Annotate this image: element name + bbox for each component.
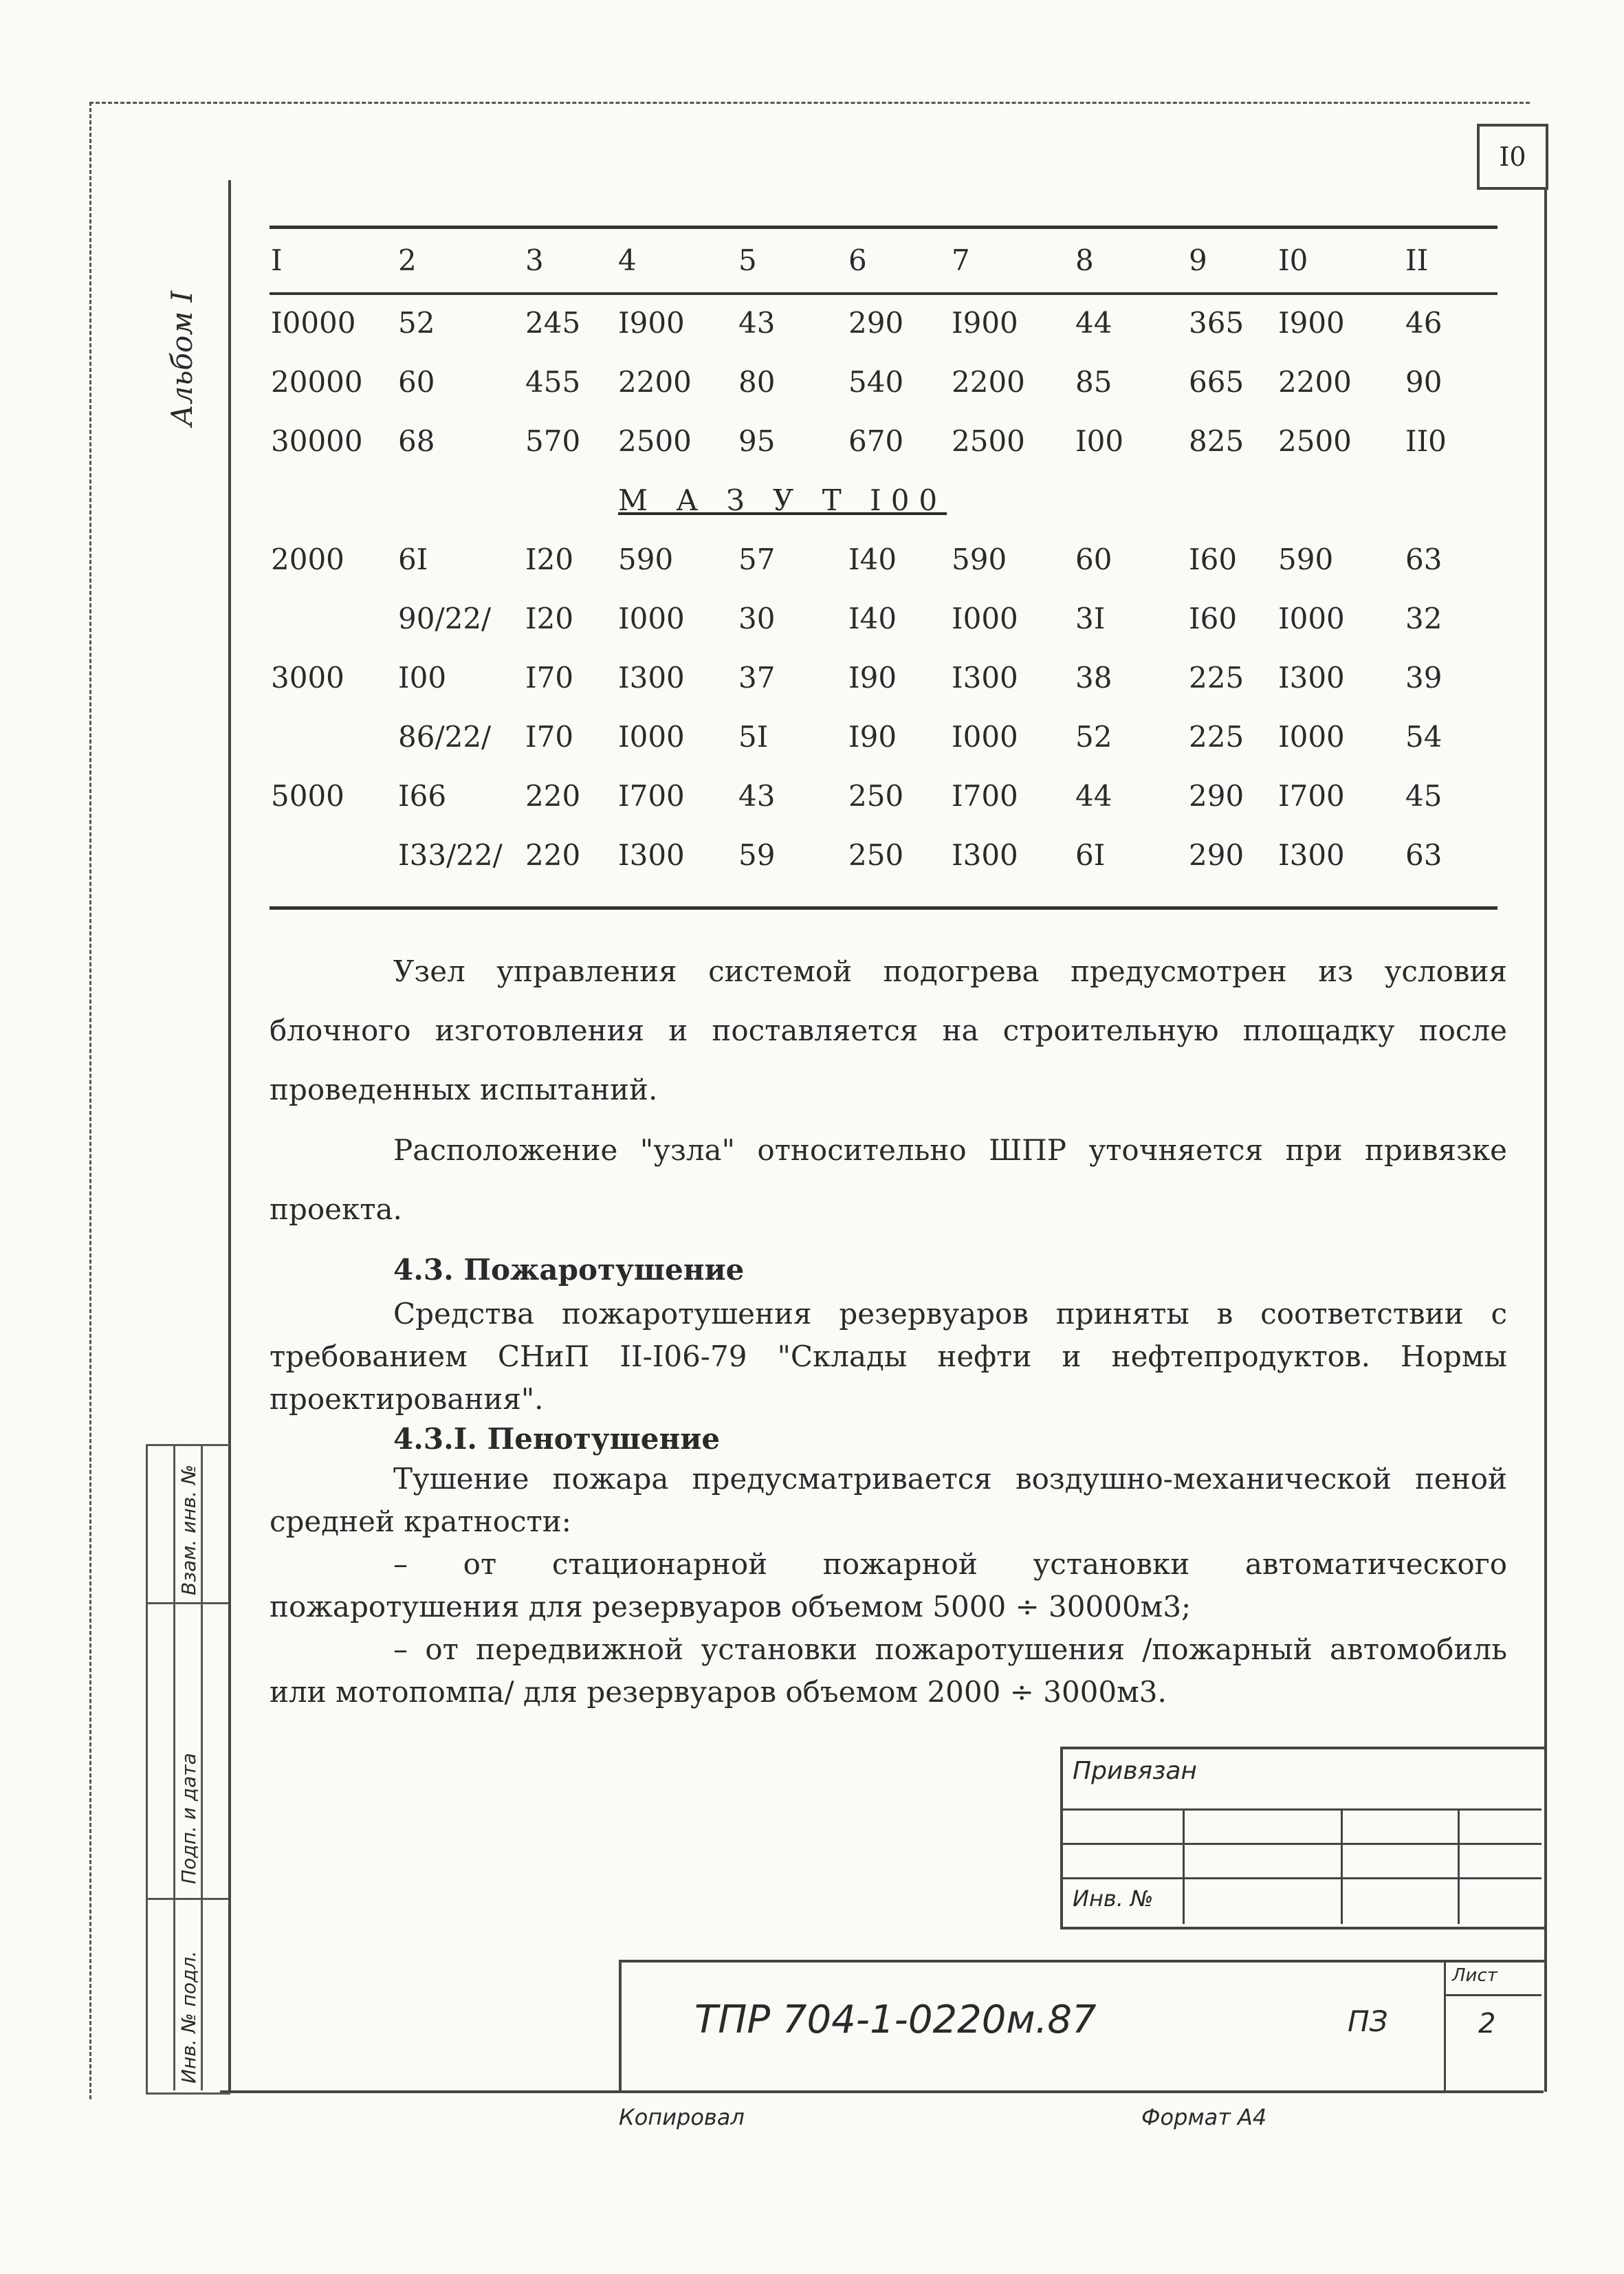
table-cell: 2500 (952, 424, 1025, 458)
table-cell: 95 (738, 424, 776, 458)
sheet-row-line (1444, 1994, 1541, 1996)
table-cell: 44 (1075, 305, 1112, 340)
table-cell: I40 (848, 601, 897, 635)
table-cell: I0000 (271, 305, 356, 340)
bullet-mobile: – от передвижной установки пожаротушения /пожарный автомобиль или мотопомпа/ для резервуаров объемом 2000 ÷ 3000м3. (270, 1632, 1507, 1709)
table-cell: I90 (848, 719, 897, 754)
table-cell: 2200 (1278, 364, 1352, 399)
album-label: Альбом I (165, 290, 199, 426)
table-cell: 30000 (271, 424, 363, 458)
table-cell: 80 (738, 364, 776, 399)
document-code: ТПР 704-1-0220м.87 (694, 1998, 1097, 2042)
stamp-row-line (1060, 1843, 1541, 1845)
table-cell: 57 (738, 542, 776, 576)
paragraph-unit-location: Расположение "узла" относительно ШПР уточняется при привязке проекта. (270, 1133, 1507, 1226)
table-cell: 3000 (271, 660, 344, 695)
table-cell: 39 (1405, 660, 1442, 695)
stamp-row-line (1060, 1877, 1541, 1879)
column-header: 9 (1189, 243, 1207, 277)
table-cell: I000 (1278, 719, 1345, 754)
data-table (271, 227, 1495, 884)
table-cell: I60 (1189, 542, 1238, 576)
table-cell: 590 (618, 542, 674, 576)
table-cell: 2200 (952, 364, 1025, 399)
table-cell: 6I (1075, 838, 1106, 872)
paragraph-fire-means: Средства пожаротушения резервуаров приняты в соответствии с требованием СНиП II-I06-79 "Склады нефти и нефтепродуктов. Нормы проектирования". (270, 1297, 1507, 1416)
table-cell: II0 (1405, 424, 1447, 458)
table-cell: 44 (1075, 778, 1112, 813)
table-row (271, 707, 1495, 766)
table-row (271, 529, 1495, 589)
table-cell: I300 (952, 838, 1018, 872)
column-header: 5 (738, 243, 757, 277)
table-cell: I300 (618, 660, 685, 695)
table-row (271, 589, 1495, 648)
paragraph-heating-unit: Узел управления системой подогрева предусмотрен из условия блочного изготовления и поставляется на строительную площадку после проведенных испытаний. (270, 954, 1507, 1106)
table-cell: I000 (1278, 601, 1345, 635)
column-header: 7 (952, 243, 970, 277)
table-cell: 290 (1189, 838, 1244, 872)
table-cell: I20 (525, 542, 574, 576)
table-cell: I90 (848, 660, 897, 695)
table-cell: I900 (618, 305, 685, 340)
table-cell: I300 (1278, 660, 1345, 695)
column-header: I (271, 243, 283, 277)
section-row (271, 470, 1495, 529)
table-cell: 85 (1075, 364, 1112, 399)
side-label-replacement: Взам. инв. № (177, 1464, 200, 1595)
table-cell: 68 (398, 424, 435, 458)
table-cell: I000 (952, 601, 1018, 635)
table-cell: 540 (848, 364, 904, 399)
table-cell: 60 (1075, 542, 1112, 576)
side-stamp-row (146, 1898, 228, 1900)
table-cell: 590 (952, 542, 1007, 576)
table-cell: 90 (1405, 364, 1442, 399)
table-cell: I70 (525, 660, 574, 695)
table-cell: 570 (525, 424, 581, 458)
table-cell: 46 (1405, 305, 1442, 340)
section-title: М А З У Т I00 (618, 483, 947, 517)
table-cell: 220 (525, 838, 581, 872)
page-number: I0 (1477, 124, 1548, 190)
table-cell: 290 (1189, 778, 1244, 813)
table-cell (271, 825, 398, 884)
document-type: ПЗ (1348, 2004, 1388, 2038)
table-cell: 220 (525, 778, 581, 813)
table-bottom-rule (270, 906, 1497, 910)
heading-foam-extinguishing: 4.3.I. Пенотушение (393, 1422, 721, 1456)
table-row (271, 352, 1495, 411)
side-stamp-row (146, 1602, 228, 1604)
stamp-row-line (1060, 1808, 1541, 1811)
table-cell: I40 (848, 542, 897, 576)
table-cell: 59 (738, 838, 776, 872)
table-cell: I00 (398, 660, 447, 695)
table-cell: 43 (738, 305, 776, 340)
table-cell: 250 (848, 778, 904, 813)
table-row (271, 411, 1495, 470)
table-cell: 245 (525, 305, 581, 340)
column-header: 6 (848, 243, 867, 277)
stamp-col-line (1458, 1808, 1460, 1924)
table-cell: 455 (525, 364, 581, 399)
table-row (271, 648, 1495, 707)
table-cell: I700 (1278, 778, 1345, 813)
table-cell: I000 (618, 601, 685, 635)
format-label: Формат А4 (1141, 2104, 1267, 2130)
table-cell: 54 (1405, 719, 1442, 754)
table-cell: I66 (398, 778, 447, 813)
table-cell: I00 (1075, 424, 1124, 458)
table-cell: 52 (1075, 719, 1112, 754)
sheet-label: Лист (1452, 1965, 1497, 1986)
table-row (271, 825, 1495, 884)
table-cell: 45 (1405, 778, 1442, 813)
table-cell: 825 (1189, 424, 1244, 458)
table-cell: 43 (738, 778, 776, 813)
table-cell: 52 (398, 305, 435, 340)
stamp-col-line (1341, 1808, 1343, 1924)
table-cell: 32 (1405, 601, 1442, 635)
table-cell: 5I (738, 719, 769, 754)
bullet-stationary: – от стационарной пожарной установки автоматического пожаротушения для резервуаров объемом 5000 ÷ 30000м3; (270, 1547, 1507, 1623)
table-cell: 86/22/ (398, 719, 492, 754)
table-cell: I300 (1278, 838, 1345, 872)
table-cell: I900 (952, 305, 1018, 340)
table-cell: 38 (1075, 660, 1112, 695)
table-cell: I900 (1278, 305, 1345, 340)
column-header: 3 (525, 243, 544, 277)
table-cell: I000 (952, 719, 1018, 754)
table-cell: I700 (618, 778, 685, 813)
binding-label: Привязан (1073, 1757, 1197, 1785)
table-cell: 2500 (1278, 424, 1352, 458)
table-cell: 63 (1405, 542, 1442, 576)
sheet-divider (1444, 1960, 1446, 2090)
table-cell: 30 (738, 601, 776, 635)
table-cell: 665 (1189, 364, 1244, 399)
paragraph-foam-method: Тушение пожара предусматривается воздушно-механической пеной средней кратности: (270, 1462, 1507, 1538)
table-cell (271, 707, 398, 766)
stamp-col-line (1183, 1808, 1185, 1924)
side-stamp-divider (173, 1444, 175, 2090)
table-cell (271, 589, 398, 648)
table-cell: 5000 (271, 778, 344, 813)
table-cell: I20 (525, 601, 574, 635)
table-cell: 90/22/ (398, 601, 492, 635)
table-row (271, 766, 1495, 825)
table-cell: I300 (618, 838, 685, 872)
table-cell: 2000 (271, 542, 344, 576)
copied-by-label: Копировал (619, 2104, 745, 2130)
table-cell: I700 (952, 778, 1018, 813)
inventory-label: Инв. № (1073, 1885, 1154, 1912)
table-cell: 290 (848, 305, 904, 340)
table-cell: 3I (1075, 601, 1106, 635)
side-label-inventory: Инв. № подл. (177, 1950, 200, 2084)
table-cell: 20000 (271, 364, 363, 399)
side-stamp-divider (201, 1444, 203, 2090)
sheet-number: 2 (1478, 2008, 1496, 2040)
table-cell: 6I (398, 542, 428, 576)
table-cell: I33/22/ (398, 838, 503, 872)
table-cell: 60 (398, 364, 435, 399)
table-cell: 37 (738, 660, 776, 695)
table-cell: 225 (1189, 660, 1244, 695)
table-cell: 63 (1405, 838, 1442, 872)
table-cell: 590 (1278, 542, 1334, 576)
table-cell: 365 (1189, 305, 1244, 340)
column-header: II (1405, 243, 1429, 277)
heading-fire-fighting: 4.3. Пожаротушение (393, 1253, 745, 1287)
table-cell: I000 (618, 719, 685, 754)
column-header: 2 (398, 243, 417, 277)
table-row (271, 293, 1495, 352)
table-cell: 2500 (618, 424, 692, 458)
table-cell: 250 (848, 838, 904, 872)
column-header: I0 (1278, 243, 1308, 277)
table-cell: 670 (848, 424, 904, 458)
column-header: 4 (618, 243, 637, 277)
side-label-signature: Подп. и дата (177, 1753, 200, 1884)
table-header-row (271, 227, 1495, 293)
column-header: 8 (1075, 243, 1094, 277)
table-cell: I70 (525, 719, 574, 754)
table-cell: I300 (952, 660, 1018, 695)
table-cell: I60 (1189, 601, 1238, 635)
table-cell: 225 (1189, 719, 1244, 754)
table-cell: 2200 (618, 364, 692, 399)
